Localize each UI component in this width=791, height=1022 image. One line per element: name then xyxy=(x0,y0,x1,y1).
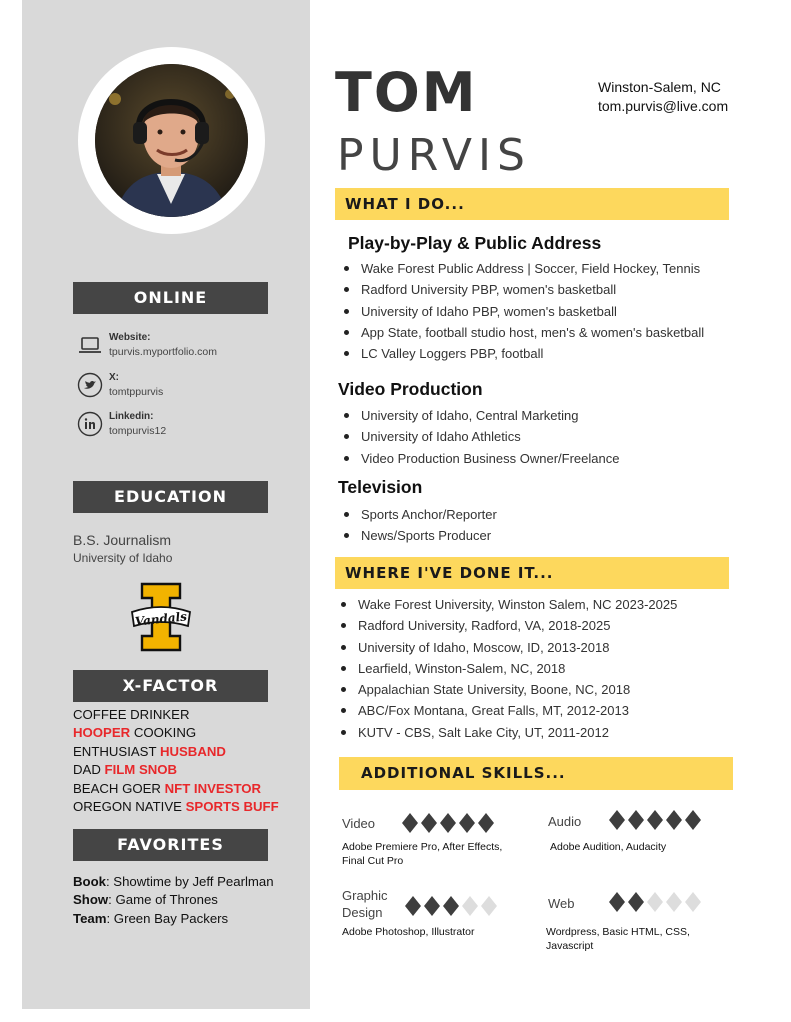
where-heading: WHERE I'VE DONE IT... xyxy=(335,557,729,589)
xfactor-line: COFFEE DRINKER xyxy=(73,707,190,722)
list-item: Radford University, Radford, VA, 2018-2025 xyxy=(335,615,677,636)
list-item: Learfield, Winston-Salem, NC, 2018 xyxy=(335,658,677,679)
rating-diamond-filled xyxy=(402,813,418,833)
education-heading: EDUCATION xyxy=(73,481,268,513)
favorites-list xyxy=(73,873,274,928)
rating-diamond-empty xyxy=(666,892,682,912)
list-item: LC Valley Loggers PBP, football xyxy=(338,343,704,364)
website-contact[interactable] xyxy=(77,332,277,364)
x-label: X: xyxy=(109,372,119,383)
email-address[interactable]: tom.purvis@live.com xyxy=(598,98,729,114)
skill-web-rating xyxy=(609,892,701,912)
laptop-icon xyxy=(77,332,103,358)
list-item: University of Idaho, Central Marketing xyxy=(338,405,619,426)
list-item: News/Sports Producer xyxy=(338,525,497,546)
rating-diamond-filled xyxy=(647,810,663,830)
website-value[interactable]: tpurvis.myportfolio.com xyxy=(109,346,217,358)
xfactor-line: ENTHUSIAST HUSBAND xyxy=(73,743,226,759)
rating-diamond-filled xyxy=(424,896,440,916)
skill-graphic-design-rating xyxy=(405,896,497,916)
education-degree: B.S. Journalism xyxy=(73,532,172,548)
rating-diamond-filled xyxy=(628,810,644,830)
list-item: University of Idaho Athletics xyxy=(338,426,619,447)
list-item: Wake Forest Public Address | Soccer, Field Hockey, Tennis xyxy=(338,258,704,279)
rating-diamond-filled xyxy=(443,896,459,916)
skill-audio-desc: Adobe Audition, Audacity xyxy=(550,841,667,853)
x-value[interactable]: tomtppurvis xyxy=(109,386,164,398)
video-production-title: Video Production xyxy=(338,379,483,399)
favorite-item: Team: Green Bay Packers xyxy=(73,910,229,926)
list-item: Wake Forest University, Winston Salem, NC 2023-2025 xyxy=(335,594,677,615)
twitter-icon xyxy=(77,372,103,398)
rating-diamond-filled xyxy=(421,813,437,833)
online-heading: ONLINE xyxy=(73,282,268,314)
list-item: University of Idaho, Moscow, ID, 2013-2018 xyxy=(335,637,677,658)
rating-diamond-filled xyxy=(478,813,494,833)
x-contact[interactable] xyxy=(77,372,277,404)
rating-diamond-filled xyxy=(440,813,456,833)
xfactor-line: BEACH GOER NFT INVESTOR xyxy=(73,780,262,796)
list-item: Video Production Business Owner/Freelance xyxy=(338,448,619,469)
xfactor-heading: X-FACTOR xyxy=(73,670,268,702)
location: Winston-Salem, NC xyxy=(598,79,721,95)
rating-diamond-empty xyxy=(685,892,701,912)
skills-heading: ADDITIONAL SKILLS... xyxy=(339,757,733,790)
pbp-title: Play-by-Play & Public Address xyxy=(348,233,602,253)
svg-text:Vandals: Vandals xyxy=(134,609,188,629)
favorite-item: Book: Showtime by Jeff Pearlman xyxy=(73,874,274,889)
television-title: Television xyxy=(338,477,423,497)
rating-diamond-empty xyxy=(462,896,478,916)
rating-diamond-filled xyxy=(628,892,644,912)
linkedin-icon xyxy=(77,411,103,437)
where-list xyxy=(335,594,677,743)
rating-diamond-filled xyxy=(685,810,701,830)
rating-diamond-filled xyxy=(666,810,682,830)
skill-web-title: Web xyxy=(548,896,575,911)
list-item: Sports Anchor/Reporter xyxy=(338,504,497,525)
list-item: App State, football studio host, men's & women's basketball xyxy=(338,322,704,343)
linkedin-value[interactable]: tompurvis12 xyxy=(109,425,167,437)
xfactor-line: DAD FILM SNOB xyxy=(73,762,178,778)
xfactor-line: HOOPER COOKING xyxy=(73,725,197,741)
education-school: University of Idaho xyxy=(73,551,173,565)
skill-video-desc: Adobe Premiere Pro, After Effects, Final Cut Pro xyxy=(342,841,503,867)
linkedin-label: Linkedin: xyxy=(109,411,154,422)
list-item: KUTV - CBS, Salt Lake City, UT, 2011-2012 xyxy=(335,722,677,743)
skill-video-title: Video xyxy=(342,816,376,831)
rating-diamond-filled xyxy=(609,810,625,830)
skill-graphic-design-desc: Adobe Photoshop, Illustrator xyxy=(342,926,475,938)
skill-graphic-design-title: Graphic Design xyxy=(342,888,388,920)
profile-photo xyxy=(95,64,248,217)
television-list xyxy=(338,504,497,547)
list-item: Appalachian State University, Boone, NC, 2018 xyxy=(335,679,677,700)
xfactor-line: OREGON NATIVE SPORTS BUFF xyxy=(73,799,279,815)
video-production-list xyxy=(338,405,619,469)
skill-video-rating xyxy=(402,813,494,833)
skill-web-desc: Wordpress, Basic HTML, CSS, Javascript xyxy=(546,926,690,952)
favorites-heading: FAVORITES xyxy=(73,829,268,861)
skill-audio-title: Audio xyxy=(548,814,582,829)
what-i-do-heading: WHAT I DO... xyxy=(335,188,729,220)
list-item: Radford University PBP, women's basketball xyxy=(338,279,704,300)
first-name: TOM xyxy=(335,61,478,124)
rating-diamond-empty xyxy=(647,892,663,912)
skill-audio-rating xyxy=(609,810,701,830)
rating-diamond-filled xyxy=(609,892,625,912)
pbp-list xyxy=(338,258,704,364)
xfactor-list xyxy=(73,706,279,816)
list-item: ABC/Fox Montana, Great Falls, MT, 2012-2013 xyxy=(335,700,677,721)
rating-diamond-filled xyxy=(459,813,475,833)
list-item: University of Idaho PBP, women's basketball xyxy=(338,301,704,322)
rating-diamond-empty xyxy=(481,896,497,916)
vandals-logo xyxy=(128,582,194,652)
favorite-item: Show: Game of Thrones xyxy=(73,892,218,908)
website-label: Website: xyxy=(109,332,151,343)
linkedin-contact[interactable] xyxy=(77,411,277,443)
last-name: PURVIS xyxy=(337,130,531,181)
rating-diamond-filled xyxy=(405,896,421,916)
